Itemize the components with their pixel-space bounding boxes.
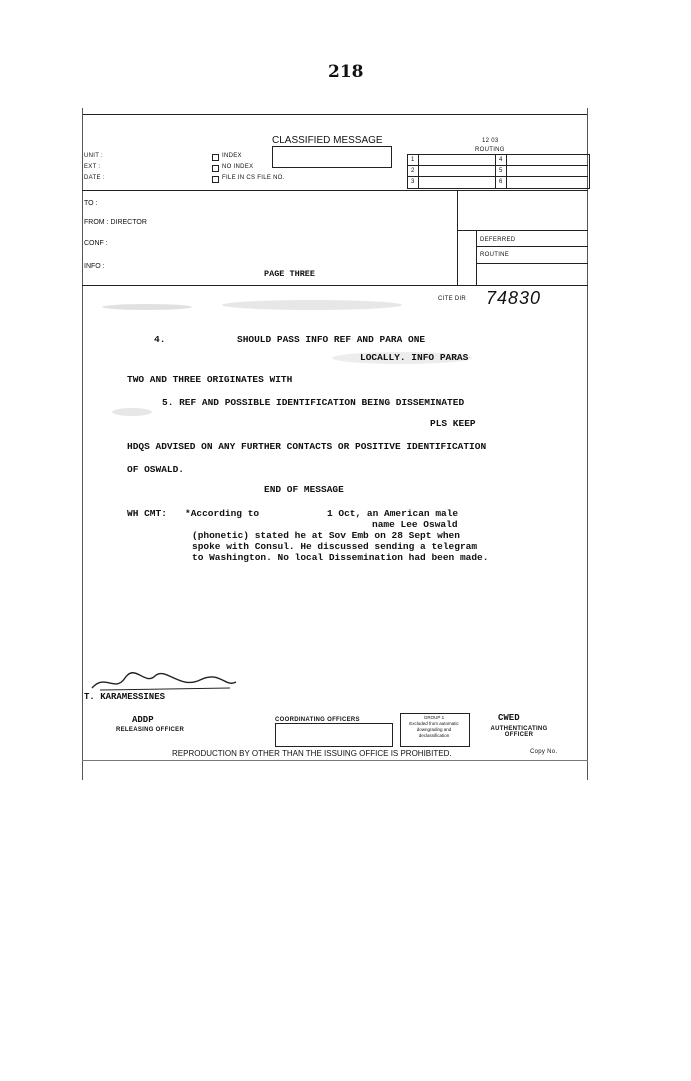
routing-3: 3	[411, 179, 415, 185]
file-checkbox[interactable]	[212, 176, 219, 183]
comment-line-3: (phonetic) stated he at Sov Emb on 28 Sept when	[192, 530, 460, 541]
group-stamp	[402, 715, 466, 739]
group-line-4: declassification	[418, 733, 450, 738]
left-edge	[82, 108, 83, 780]
bottom-rule	[82, 760, 588, 761]
coordinating-label: COORDINATING OFFICERS	[275, 717, 360, 723]
end-of-message: END OF MESSAGE	[264, 484, 344, 495]
comment-line-1a: *According to	[185, 508, 260, 519]
body-line-1: SHOULD PASS INFO REF AND PARA ONE	[237, 334, 426, 345]
addp-title: ADDP	[132, 715, 154, 725]
signer-name: T. KARAMESSINES	[84, 692, 166, 702]
no-index-option: NO INDEX	[222, 164, 254, 170]
no-index-checkbox[interactable]	[212, 165, 219, 172]
body-line-2: LOCALLY. INFO PARAS	[360, 352, 469, 363]
body-line-7: OF OSWALD.	[127, 464, 185, 475]
date-label: DATE :	[84, 175, 105, 181]
auth-line-1: AUTHENTICATING	[490, 726, 548, 732]
comment-label: WH CMT:	[127, 508, 167, 519]
cite-number: 74830	[486, 288, 542, 308]
cite-label: CITE DIR	[438, 296, 467, 302]
group-line-1: GROUP 1	[423, 715, 445, 720]
para-4-number: 4.	[154, 334, 166, 345]
group-line-2: Excluded from automatic	[409, 721, 459, 726]
header-divider	[82, 190, 588, 191]
copy-number-label: Copy No.	[530, 749, 558, 755]
page-number: 218	[328, 62, 364, 82]
to-label: TO :	[84, 200, 98, 207]
info-label: INFO :	[84, 263, 105, 270]
group-line-3: downgrading and	[416, 727, 452, 732]
authenticating-label	[489, 726, 549, 738]
index-checkbox[interactable]	[212, 154, 219, 161]
routing-4: 4	[499, 157, 503, 163]
unit-label: UNIT :	[84, 153, 104, 159]
top-rule	[82, 114, 588, 115]
routing-1: 1	[411, 157, 415, 163]
body-line-4: 5. REF AND POSSIBLE IDENTIFICATION BEING DISSEMINATED	[162, 397, 465, 408]
coordinating-box	[275, 723, 393, 747]
title-box	[272, 146, 392, 168]
address-divider	[82, 285, 588, 286]
comment-line-2: name Lee Oswald	[372, 519, 458, 530]
index-option: INDEX	[222, 153, 242, 159]
classified-message-title: CLASSIFIED MESSAGE	[272, 135, 383, 146]
auth-line-2: OFFICER	[504, 732, 534, 738]
routing-top: 12 03	[482, 138, 499, 144]
routing-label: ROUTING	[475, 147, 505, 153]
releasing-officer-label: RELEASING OFFICER	[116, 727, 185, 733]
comment-line-1b: 1 Oct, an American male	[327, 508, 459, 519]
body-line-3: TWO AND THREE ORIGINATES WITH	[127, 374, 293, 385]
routine-label: ROUTINE	[480, 252, 510, 258]
page-three: PAGE THREE	[264, 269, 316, 279]
routing-2: 2	[411, 168, 415, 174]
routing-5: 5	[499, 168, 503, 174]
classified-message-form	[82, 108, 588, 780]
comment-line-4: spoke with Consul. He discussed sending a telegram	[192, 541, 478, 552]
body-line-5: PLS KEEP	[430, 418, 476, 429]
authenticating-name: CWED	[498, 713, 520, 723]
from-label: FROM : DIRECTOR	[84, 219, 147, 226]
ext-label: EXT :	[84, 164, 101, 170]
conf-label: CONF :	[84, 240, 108, 247]
deferred-label: DEFERRED	[480, 237, 516, 243]
routing-6: 6	[499, 179, 503, 185]
reproduction-notice: REPRODUCTION BY OTHER THAN THE ISSUING OFFICE IS PROHIBITED.	[172, 749, 452, 758]
body-line-6: HDQS ADVISED ON ANY FURTHER CONTACTS OR POSITIVE IDENTIFICATION	[127, 441, 487, 452]
file-option: FILE IN CS FILE NO.	[222, 175, 285, 181]
right-edge	[587, 108, 588, 780]
comment-line-5: to Washington. No local Dissemination had been made.	[192, 552, 489, 563]
